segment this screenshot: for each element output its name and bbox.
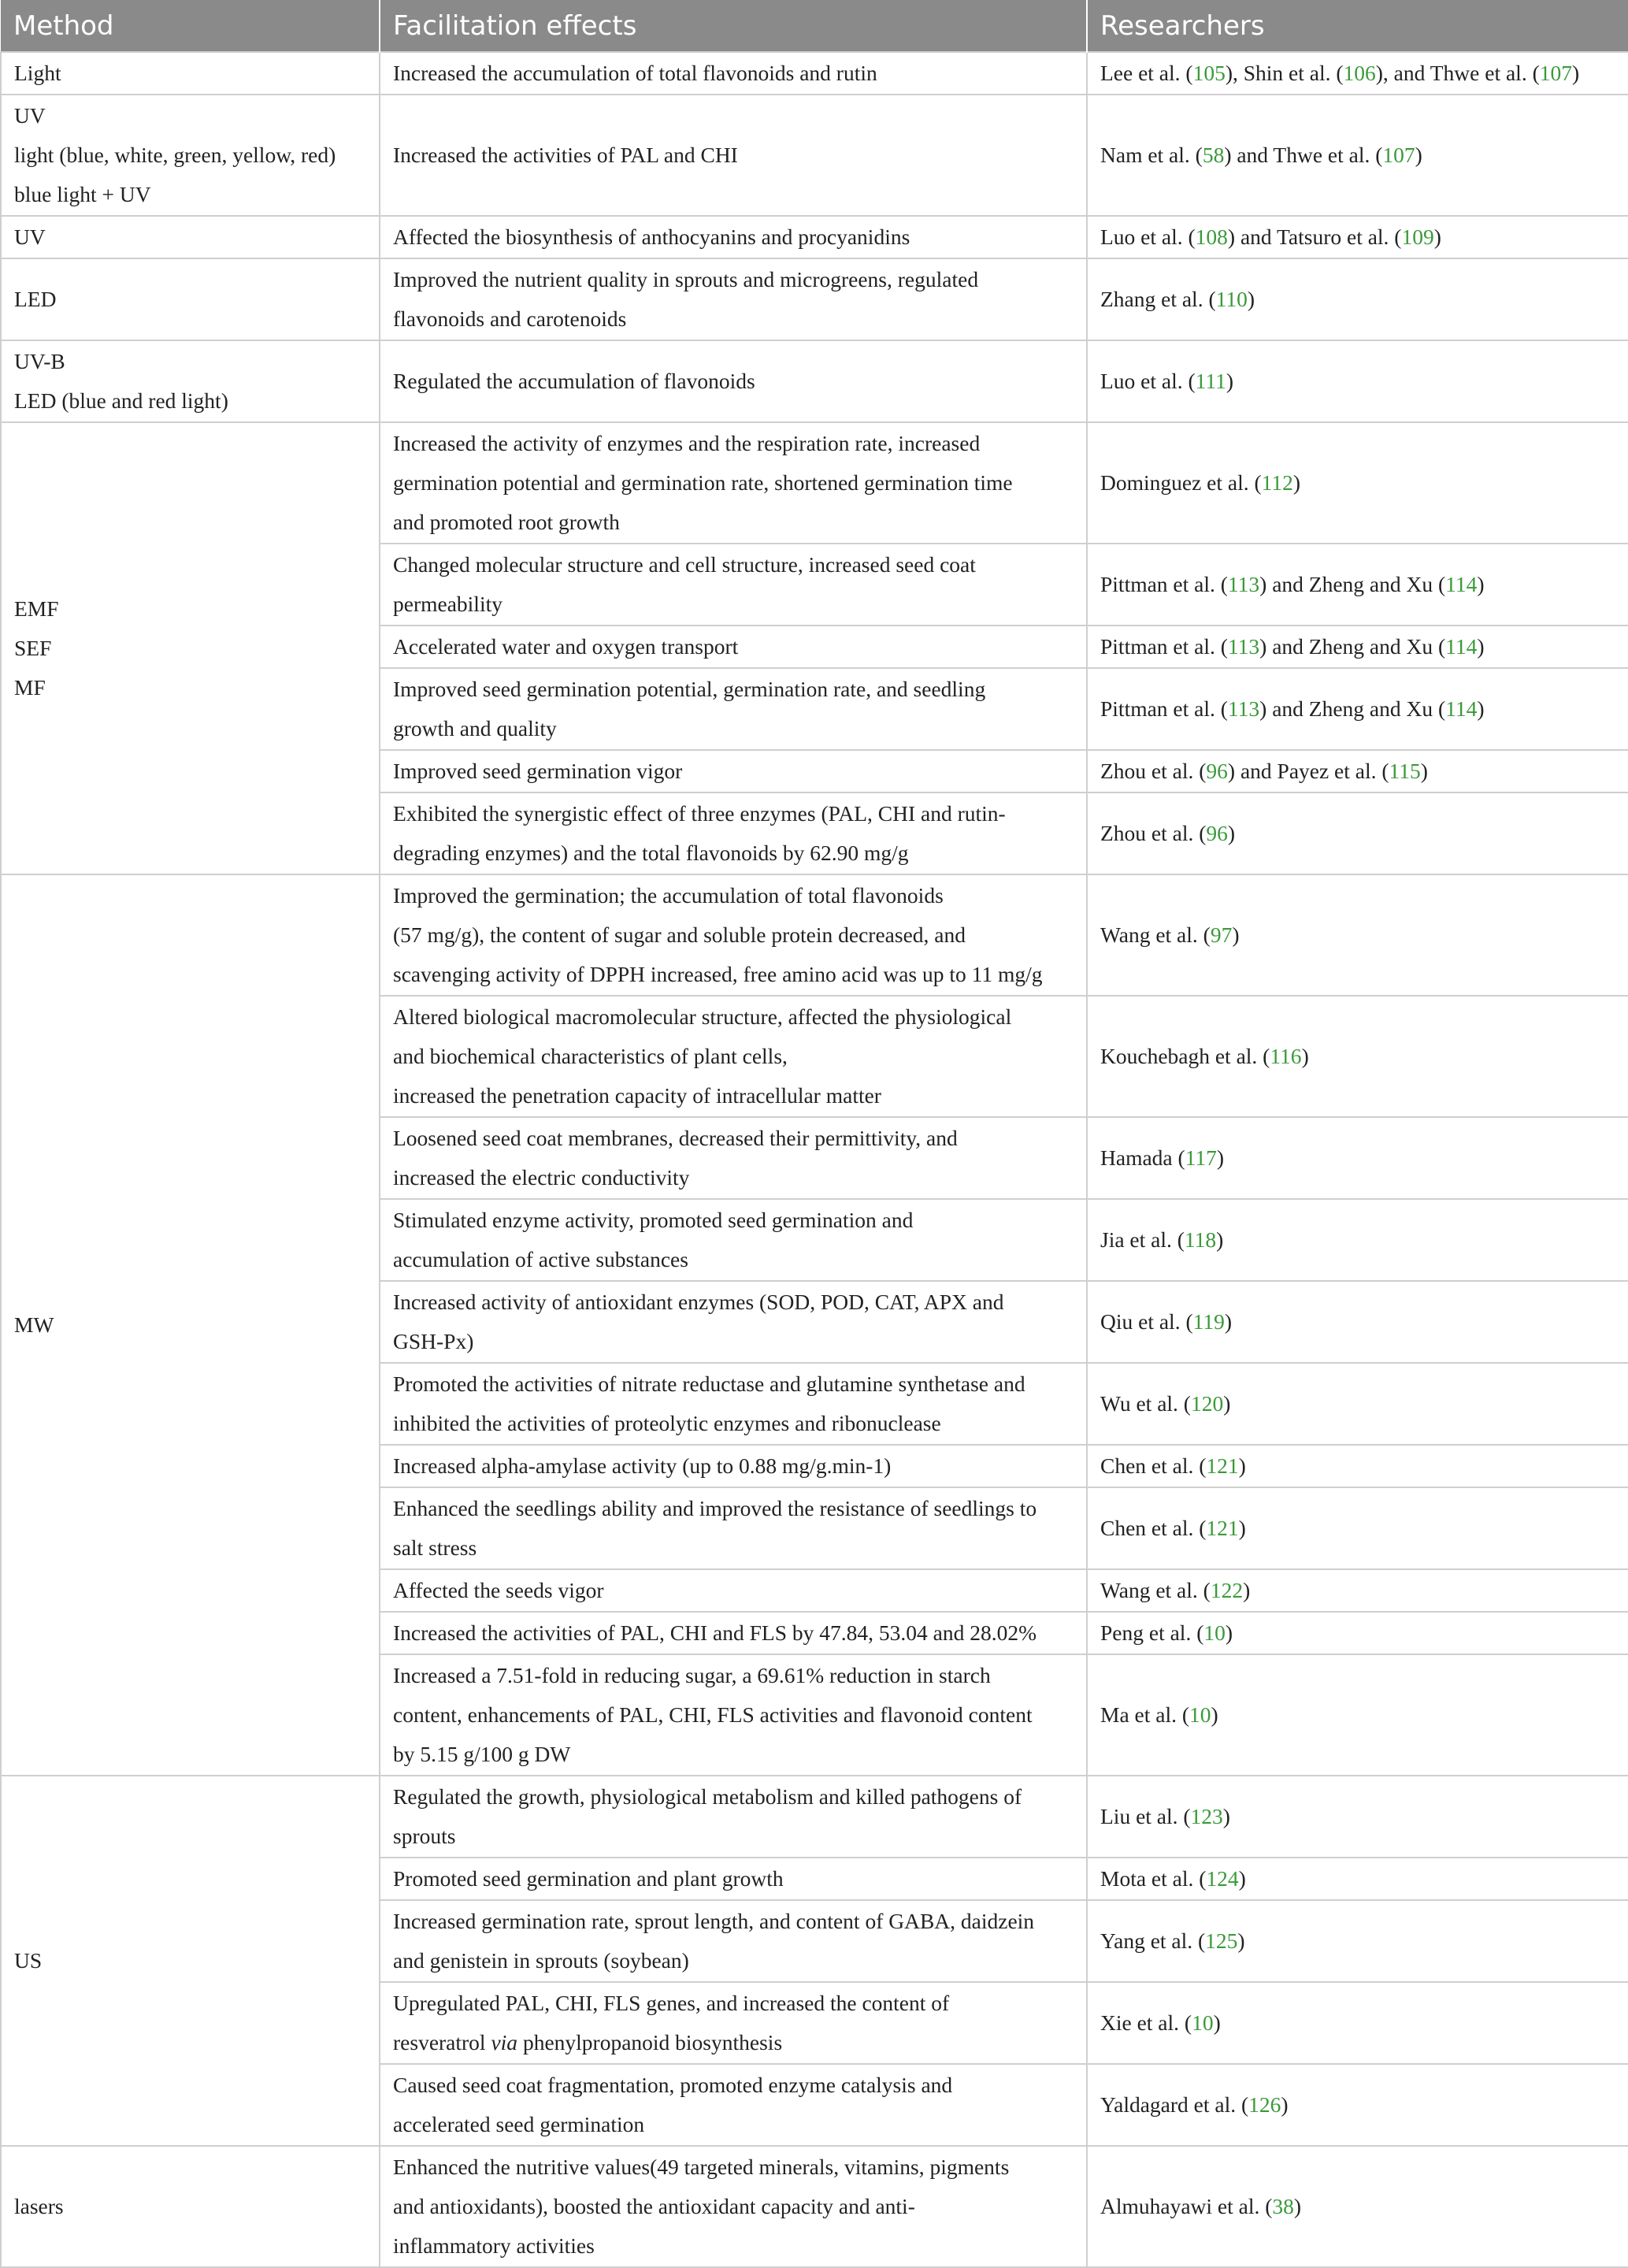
reference-link[interactable]: 126 [1248, 2092, 1281, 2117]
effect-line: Affected the biosynthesis of anthocyanins and procyanidins [393, 225, 910, 249]
effect-line: Regulated the growth, physiological metabolism and killed pathogens of [393, 1784, 1022, 1809]
method-line: blue light + UV [14, 182, 151, 206]
effect-line: Caused seed coat fragmentation, promoted enzyme catalysis and [393, 2073, 953, 2097]
effect-line: Accelerated water and oxygen transport [393, 634, 739, 659]
researcher-text: Wang et al. ( [1100, 1578, 1211, 1602]
method-line: MW [14, 1312, 54, 1337]
effect-line: accumulation of active substances [393, 1247, 688, 1271]
effect-cell [380, 216, 1087, 258]
method-cell [1, 422, 380, 874]
researchers-cell [1087, 2146, 1628, 2267]
researcher-text: ) [1223, 1391, 1231, 1416]
reference-link[interactable]: 116 [1270, 1044, 1302, 1068]
researcher-text: ) and Zheng and Xu ( [1259, 634, 1446, 659]
effect-line: Loosened seed coat membranes, decreased their permittivity, and [393, 1126, 958, 1150]
method-cell [1, 340, 380, 422]
researcher-text: ) [1238, 1453, 1246, 1478]
researcher-text: Luo et al. ( [1100, 369, 1196, 393]
researcher-text: ) [1477, 634, 1485, 659]
researcher-text: ) and Zheng and Xu ( [1259, 696, 1446, 721]
effect-line: Affected the seeds vigor [393, 1578, 604, 1602]
reference-link[interactable]: 122 [1210, 1578, 1244, 1602]
reference-link[interactable]: 96 [1206, 821, 1228, 845]
method-cell [1, 2146, 380, 2267]
researcher-text: ) and Zheng and Xu ( [1259, 572, 1446, 596]
researchers-cell [1087, 1117, 1628, 1199]
researcher-text: ), Shin et al. ( [1225, 61, 1344, 85]
researcher-text: Qiu et al. ( [1100, 1309, 1193, 1334]
header-method: Method [1, 0, 380, 52]
researcher-text: ) [1420, 759, 1428, 783]
reference-link[interactable]: 107 [1539, 61, 1572, 85]
effect-cell [380, 1858, 1087, 1900]
effect-cell [380, 793, 1087, 874]
researchers-cell [1087, 625, 1628, 668]
effect-cell [380, 750, 1087, 793]
reference-link[interactable]: 120 [1190, 1391, 1224, 1416]
researcher-text: Pittman et al. ( [1100, 696, 1228, 721]
method-cell [1, 95, 380, 216]
researcher-text: Pittman et al. ( [1100, 572, 1228, 596]
effect-line: flavonoids and carotenoids [393, 306, 627, 331]
researcher-text: Wu et al. ( [1100, 1391, 1191, 1416]
researchers-cell [1087, 1445, 1628, 1487]
researchers-cell [1087, 258, 1628, 340]
reference-link[interactable]: 114 [1445, 572, 1478, 596]
table-row [1, 340, 1628, 422]
effect-cell [380, 668, 1087, 750]
reference-link[interactable]: 114 [1445, 696, 1478, 721]
effect-line: Increased activity of antioxidant enzymes (SOD, POD, CAT, APX and [393, 1290, 1004, 1314]
effect-cell [380, 95, 1087, 216]
effect-line: Increased the accumulation of total flavonoids and rutin [393, 61, 877, 85]
effect-line: Improved the nutrient quality in sprouts and microgreens, regulated [393, 267, 979, 291]
researcher-text: ) [1222, 1804, 1230, 1828]
researcher-text: ) [1243, 1578, 1251, 1602]
reference-link[interactable]: 113 [1227, 572, 1260, 596]
effect-line: inhibited the activities of proteolytic enzymes and ribonuclease [393, 1411, 941, 1435]
researcher-text: ) [1477, 696, 1485, 721]
table-row [1, 422, 1628, 544]
effect-cell [380, 1281, 1087, 1363]
researcher-text: ) [1301, 1044, 1309, 1068]
reference-link[interactable]: 108 [1195, 225, 1228, 249]
effect-line: Enhanced the seedlings ability and improved the resistance of seedlings to [393, 1496, 1037, 1520]
researcher-text: Dominguez et al. ( [1100, 470, 1262, 495]
researchers-cell [1087, 793, 1628, 874]
method-cell [1, 52, 380, 95]
effect-line: scavenging activity of DPPH increased, free amino acid was up to 11 mg/g [393, 962, 1043, 986]
researchers-cell [1087, 1199, 1628, 1281]
table-row [1, 216, 1628, 258]
researcher-text: Almuhayawi et al. ( [1100, 2194, 1273, 2218]
researcher-text: ) and Thwe et al. ( [1224, 143, 1383, 167]
effect-line: sprouts [393, 1824, 456, 1848]
effect-line: Increased a 7.51-fold in reducing sugar, a 69.61% reduction in starch [393, 1663, 991, 1687]
reference-link[interactable]: 121 [1206, 1516, 1239, 1540]
effect-line: GSH-Px) [393, 1329, 474, 1353]
table-row [1, 258, 1628, 340]
researcher-text: Kouchebagh et al. ( [1100, 1044, 1270, 1068]
header-researchers: Researchers [1087, 0, 1628, 52]
researchers-cell [1087, 422, 1628, 544]
researcher-text: ) [1238, 1866, 1246, 1891]
table-row [1, 1776, 1628, 1858]
researchers-cell [1087, 1858, 1628, 1900]
effect-line: by 5.15 g/100 g DW [393, 1742, 571, 1766]
effect-line: increased the penetration capacity of intracellular matter [393, 1083, 881, 1108]
reference-link[interactable]: 10 [1189, 1702, 1211, 1727]
effect-cell [380, 258, 1087, 340]
method-line: LED [14, 287, 57, 311]
reference-link[interactable]: 117 [1185, 1145, 1217, 1170]
researcher-text: ) [1227, 821, 1236, 845]
effect-line: Improved the germination; the accumulation of total flavonoids [393, 883, 944, 908]
researcher-text: Nam et al. ( [1100, 143, 1203, 167]
researchers-cell [1087, 52, 1628, 95]
effect-line: and biochemical characteristics of plant cells, [393, 1044, 788, 1068]
researcher-text: Jia et al. ( [1100, 1227, 1185, 1252]
table-row [1, 2146, 1628, 2267]
effect-cell [380, 2064, 1087, 2146]
effect-line: Increased the activities of PAL and CHI [393, 143, 738, 167]
reference-link[interactable]: 111 [1195, 369, 1226, 393]
effect-cell [380, 1487, 1087, 1569]
effect-line: Increased the activity of enzymes and the respiration rate, increased [393, 431, 981, 455]
reference-link[interactable]: 119 [1192, 1309, 1225, 1334]
effect-line: Changed molecular structure and cell structure, increased seed coat [393, 552, 976, 577]
effect-line: Regulated the accumulation of flavonoids [393, 369, 755, 393]
researchers-cell [1087, 1281, 1628, 1363]
text-segment: resveratrol [393, 2030, 491, 2055]
effect-line: Exhibited the synergistic effect of three enzymes (PAL, CHI and rutin- [393, 801, 1006, 826]
researcher-text: ) [1213, 2010, 1221, 2035]
table-row [1, 874, 1628, 996]
researchers-cell [1087, 2064, 1628, 2146]
effect-line [393, 2023, 1074, 2062]
effect-line: increased the electric conductivity [393, 1165, 690, 1190]
researcher-text: Yaldagard et al. ( [1100, 2092, 1249, 2117]
effect-cell [380, 1612, 1087, 1654]
researchers-cell [1087, 996, 1628, 1117]
text-segment: phenylpropanoid biosynthesis [517, 2030, 783, 2055]
method-line: UV-B [14, 349, 65, 373]
effect-line: Stimulated enzyme activity, promoted seed germination and [393, 1208, 914, 1232]
researchers-cell [1087, 1569, 1628, 1612]
reference-link[interactable]: 123 [1190, 1804, 1223, 1828]
researchers-cell [1087, 216, 1628, 258]
researcher-text: Pittman et al. ( [1100, 634, 1228, 659]
researcher-text: ) [1293, 2194, 1302, 2218]
reference-link[interactable]: 106 [1343, 61, 1376, 85]
researchers-cell [1087, 1900, 1628, 1982]
researchers-cell [1087, 340, 1628, 422]
effect-line: salt stress [393, 1535, 477, 1560]
method-line: EMF [14, 596, 59, 621]
effect-line: Promoted the activities of nitrate reductase and glutamine synthetase and [393, 1372, 1025, 1396]
researcher-text: Chen et al. ( [1100, 1516, 1207, 1540]
researchers-cell [1087, 1612, 1628, 1654]
effect-cell [380, 625, 1087, 668]
effect-line: and promoted root growth [393, 510, 620, 534]
researchers-cell [1087, 750, 1628, 793]
effect-line: and genistein in sprouts (soybean) [393, 1948, 689, 1973]
effect-cell [380, 340, 1087, 422]
effect-line: Enhanced the nutritive values(49 targeted minerals, vitamins, pigments [393, 2155, 1010, 2179]
reference-link[interactable]: 113 [1227, 634, 1260, 659]
method-line: US [14, 1948, 43, 1973]
method-line: UV [14, 225, 46, 249]
reference-link[interactable]: 115 [1389, 759, 1421, 783]
reference-link[interactable]: 112 [1261, 470, 1293, 495]
effect-line: Upregulated PAL, CHI, FLS genes, and increased the content of [393, 1991, 950, 2015]
researcher-text: Ma et al. ( [1100, 1702, 1190, 1727]
effect-line: growth and quality [393, 716, 557, 741]
researchers-cell [1087, 1654, 1628, 1776]
researcher-text: ) [1292, 470, 1301, 495]
effect-cell [380, 52, 1087, 95]
researcher-text: ) [1216, 1145, 1225, 1170]
reference-link[interactable]: 113 [1227, 696, 1260, 721]
effect-line: Increased the activities of PAL, CHI and FLS by 47.84, 53.04 and 28.02% [393, 1620, 1037, 1645]
effect-cell [380, 1776, 1087, 1858]
researcher-text: ) [1226, 369, 1234, 393]
effect-line: (57 mg/g), the content of sugar and soluble protein decreased, and [393, 922, 966, 947]
effect-cell [380, 874, 1087, 996]
method-line: LED (blue and red light) [14, 388, 228, 413]
effect-line: Altered biological macromolecular structure, affected the physiological [393, 1004, 1012, 1029]
table-row [1, 52, 1628, 95]
reference-link[interactable]: 125 [1205, 1928, 1238, 1953]
reference-link[interactable]: 10 [1203, 1620, 1226, 1645]
effect-line: degrading enzymes) and the total flavonoids by 62.90 mg/g [393, 841, 909, 865]
reference-link[interactable]: 38 [1272, 2194, 1294, 2218]
reference-link[interactable]: 97 [1210, 922, 1233, 947]
researcher-text: ) [1433, 225, 1441, 249]
researchers-cell [1087, 874, 1628, 996]
researcher-text: ) and Payez et al. ( [1227, 759, 1389, 783]
reference-link[interactable]: 110 [1215, 287, 1248, 311]
researcher-text: Zhang et al. ( [1100, 287, 1216, 311]
effect-line: Improved seed germination vigor [393, 759, 683, 783]
researcher-text: ) [1247, 287, 1255, 311]
effect-cell [380, 1569, 1087, 1612]
reference-link[interactable]: 58 [1202, 143, 1225, 167]
effect-line: Improved seed germination potential, germination rate, and seedling [393, 677, 986, 701]
effect-line: Increased germination rate, sprout length, and content of GABA, daidzein [393, 1909, 1035, 1933]
effect-line: permeability [393, 592, 502, 616]
researchers-cell [1087, 1363, 1628, 1445]
researchers-cell [1087, 1982, 1628, 2064]
researcher-text: ) [1477, 572, 1485, 596]
researcher-text: Liu et al. ( [1100, 1804, 1191, 1828]
method-line: Light [14, 61, 61, 85]
effect-cell [380, 1900, 1087, 1982]
researcher-text: ) [1224, 1309, 1233, 1334]
researchers-cell [1087, 668, 1628, 750]
researcher-text: Peng et al. ( [1100, 1620, 1204, 1645]
researcher-text: Xie et al. ( [1100, 2010, 1192, 2035]
effect-cell [380, 422, 1087, 544]
reference-link[interactable]: 118 [1184, 1227, 1217, 1252]
italic-text: via [491, 2030, 518, 2055]
effect-line: Increased alpha-amylase activity (up to 0.88 mg/g.min-1) [393, 1453, 892, 1478]
effect-line: accelerated seed germination [393, 2112, 645, 2136]
method-line: UV [14, 103, 46, 128]
reference-link[interactable]: 107 [1382, 143, 1415, 167]
effect-line: and antioxidants), boosted the antioxidant capacity and anti- [393, 2194, 915, 2218]
researcher-text: Zhou et al. ( [1100, 759, 1207, 783]
researcher-text: ) [1237, 1928, 1245, 1953]
effect-cell [380, 996, 1087, 1117]
method-line: light (blue, white, green, yellow, red) [14, 143, 336, 167]
researcher-text: ) [1571, 61, 1580, 85]
method-line: MF [14, 675, 46, 700]
reference-link[interactable]: 10 [1192, 2010, 1214, 2035]
reference-link[interactable]: 121 [1206, 1453, 1239, 1478]
researcher-text: Zhou et al. ( [1100, 821, 1207, 845]
table-body [1, 52, 1628, 2267]
researcher-text: Luo et al. ( [1100, 225, 1196, 249]
method-line: lasers [14, 2194, 64, 2218]
effect-cell [380, 544, 1087, 625]
header-facilitation-effects: Facilitation effects [380, 0, 1087, 52]
researchers-cell [1087, 1487, 1628, 1569]
researcher-text: ) [1211, 1702, 1218, 1727]
effect-line: inflammatory activities [393, 2233, 595, 2258]
researcher-text: ), and Thwe et al. ( [1375, 61, 1540, 85]
researcher-text: ) [1415, 143, 1422, 167]
researcher-text: ) [1238, 1516, 1246, 1540]
reference-link[interactable]: 105 [1192, 61, 1226, 85]
reference-link[interactable]: 124 [1206, 1866, 1239, 1891]
researchers-cell [1087, 1776, 1628, 1858]
effect-cell [380, 2146, 1087, 2267]
researcher-text: Lee et al. ( [1100, 61, 1193, 85]
researcher-text: ) [1281, 2092, 1289, 2117]
method-line: SEF [14, 636, 52, 660]
reference-link[interactable]: 96 [1206, 759, 1228, 783]
effect-cell [380, 1199, 1087, 1281]
effect-line: Promoted seed germination and plant growth [393, 1866, 784, 1891]
effect-cell [380, 1982, 1087, 2064]
researcher-text: Wang et al. ( [1100, 922, 1211, 947]
method-cell [1, 874, 380, 1776]
researcher-text: Mota et al. ( [1100, 1866, 1207, 1891]
effect-cell [380, 1654, 1087, 1776]
researcher-text: Chen et al. ( [1100, 1453, 1207, 1478]
effect-line: content, enhancements of PAL, CHI, FLS activities and flavonoid content [393, 1702, 1033, 1727]
researcher-text: ) [1216, 1227, 1224, 1252]
researcher-text: ) [1232, 922, 1240, 947]
researcher-text: ) and Tatsuro et al. ( [1227, 225, 1402, 249]
effect-line: germination potential and germination rate, shortened germination time [393, 470, 1013, 495]
effect-cell [380, 1445, 1087, 1487]
table-header-row [1, 0, 1628, 52]
effect-cell [380, 1117, 1087, 1199]
researchers-cell [1087, 544, 1628, 625]
effect-cell [380, 1363, 1087, 1445]
reference-link[interactable]: 114 [1445, 634, 1478, 659]
method-cell [1, 258, 380, 340]
reference-link[interactable]: 109 [1401, 225, 1434, 249]
researcher-text: Hamada ( [1100, 1145, 1185, 1170]
researcher-text: ) [1225, 1620, 1233, 1645]
method-cell [1, 216, 380, 258]
researcher-text: Yang et al. ( [1100, 1928, 1206, 1953]
method-cell [1, 1776, 380, 2146]
table-row [1, 95, 1628, 216]
researchers-cell [1087, 95, 1628, 216]
